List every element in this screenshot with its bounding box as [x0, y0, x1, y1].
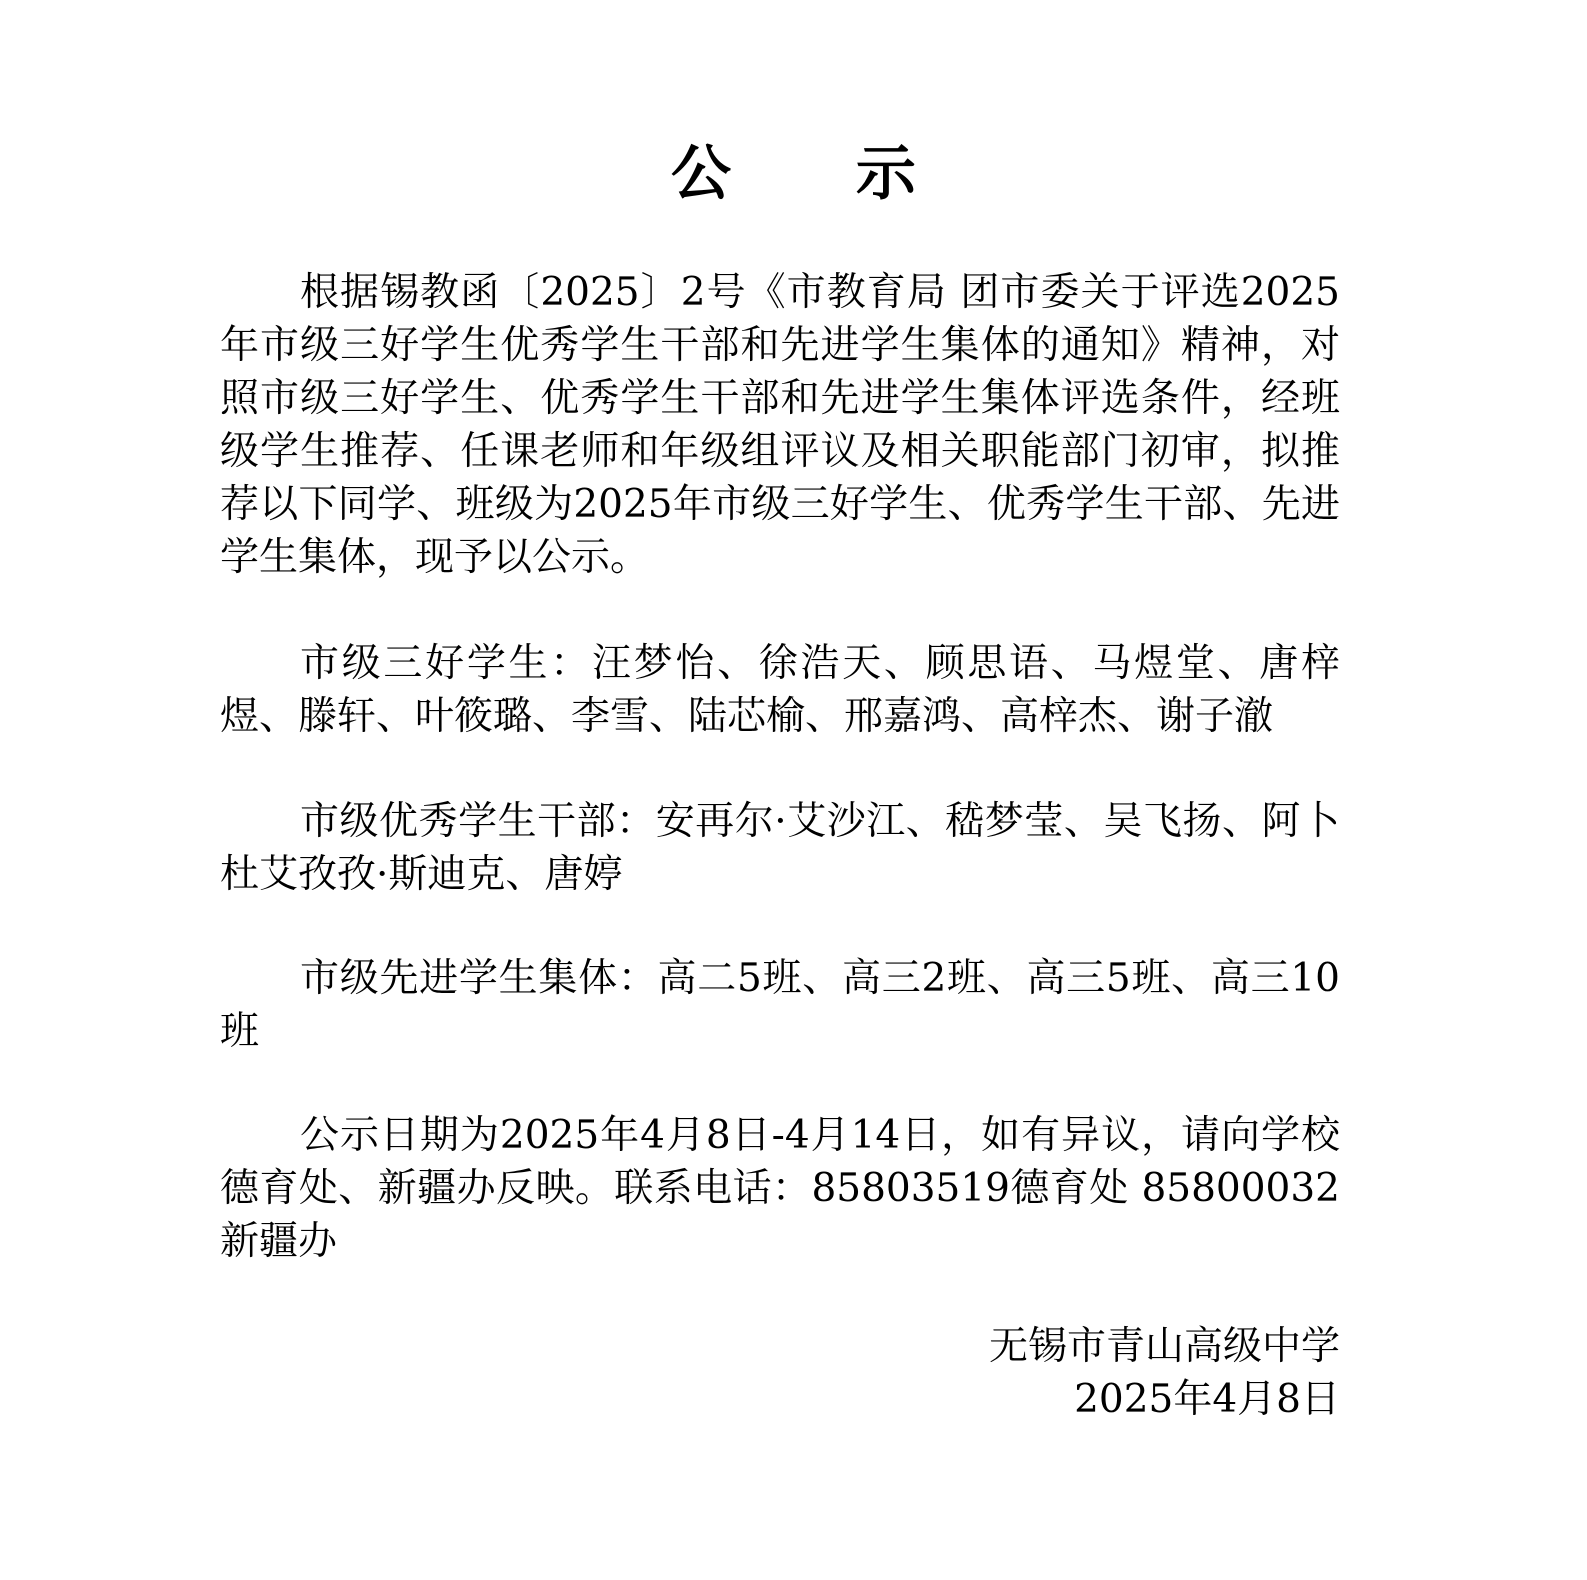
intro-paragraph: 根据锡教函〔2025〕2号《市教育局 团市委关于评选2025年市级三好学生优秀学生干部和先进学生集体的通知》精神，对照市级三好学生、优秀学生干部和先进学生集体评选条件，经班级学生推荐、任课老师和年级组评议及相关职能部门初审，拟推荐以下同学、班级为2025年市级三好学生、优秀学生干部、先进学生集体，现予以公示。: [220, 270, 1340, 580]
advanced-collectives-paragraph: 市级先进学生集体：高二5班、高三2班、高三5班、高三10班: [220, 956, 1340, 1054]
student-cadres-paragraph: 市级优秀学生干部：安再尔·艾沙江、嵇梦莹、吴飞扬、阿卜杜艾孜孜·斯迪克、唐婷: [220, 799, 1340, 897]
sanhao-students-paragraph: 市级三好学生：汪梦怡、徐浩天、顾思语、马煜堂、唐梓煜、滕轩、叶筱璐、李雪、陆芯榆、邢嘉鸿、高梓杰、谢子澈: [220, 641, 1340, 739]
signature-organization: 无锡市青山高级中学: [988, 1324, 1340, 1369]
signature-date: 2025年4月8日: [1074, 1377, 1340, 1422]
document-title: 公 示: [671, 139, 968, 209]
notice-period-paragraph: 公示日期为2025年4月8日-4月14日，如有异议，请向学校德育处、新疆办反映。联系电话：85803519德育处 85800032新疆办: [220, 1113, 1340, 1264]
